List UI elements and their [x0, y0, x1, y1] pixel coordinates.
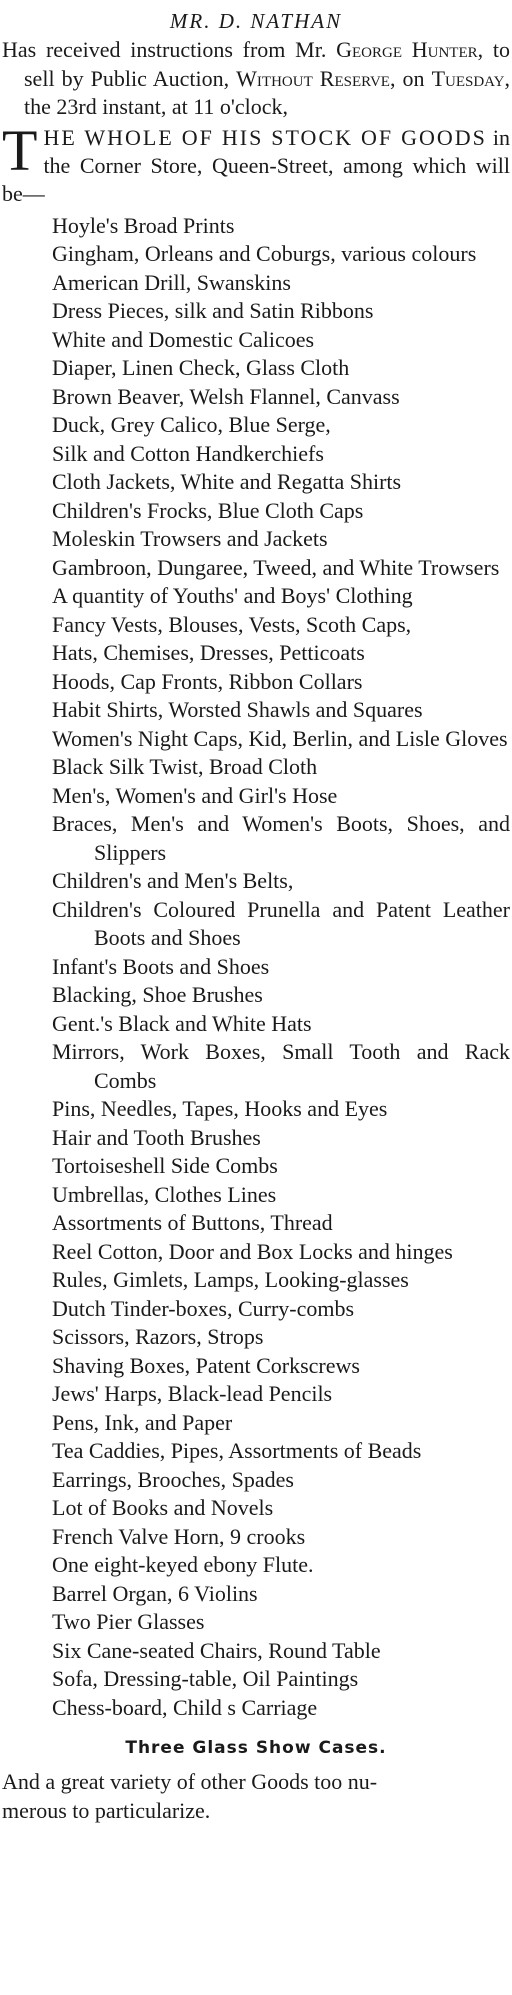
goods-list-item: Hoods, Cap Fronts, Ribbon Collars	[52, 668, 363, 694]
intro-text-1: Has received instructions from Mr.	[2, 37, 337, 62]
show-cases-line: Three Glass Show Cases.	[125, 1738, 387, 1758]
without-reserve: Without Reserve	[236, 65, 390, 91]
goods-list-item: Women's Night Caps, Kid, Berlin, and Lisle Gloves	[52, 725, 508, 751]
goods-list-item: Children's Coloured Prunella and Patent Leather Boots and Shoes	[52, 896, 510, 950]
goods-list-item: Tortoiseshell Side Combs	[52, 1153, 278, 1178]
goods-list-item: American Drill, Swanskins	[52, 269, 291, 295]
goods-list-item: Brown Beaver, Welsh Flannel, Canvass	[52, 383, 400, 409]
goods-list-item: Habit Shirts, Worsted Shawls and Squares	[52, 697, 423, 722]
goods-list-item: Reel Cotton, Door and Box Locks and hinges	[52, 1238, 453, 1264]
closing-paragraph	[2, 1768, 510, 1825]
intro-paragraph	[2, 36, 510, 122]
goods-list-item: Pens, Ink, and Paper	[52, 1409, 233, 1435]
goods-list-item: Chess-board, Child s Carriage	[52, 1694, 318, 1720]
goods-list-item: Diaper, Linen Check, Glass Cloth	[52, 355, 350, 380]
intro-text-4: , the 23rd instant, at 11 o'clock,	[24, 65, 510, 119]
goods-list	[2, 212, 510, 1723]
goods-list-item: Children's and Men's Belts,	[52, 868, 294, 893]
goods-list-item: Rules, Gimlets, Lamps, Looking-glasses	[52, 1267, 409, 1292]
headline-rest: in the Corner Store, Queen-Street, among which will be—	[2, 124, 510, 206]
sale-day: Tuesday	[431, 65, 505, 91]
goods-list-item: Cloth Jackets, White and Regatta Shirts	[52, 469, 402, 494]
goods-list-item: Assortments of Buttons, Thread	[52, 1210, 333, 1235]
intro-text-3: , on	[389, 65, 432, 91]
goods-list-item: Lot of Books and Novels	[52, 1495, 274, 1520]
goods-list-item: Pins, Needles, Tapes, Hooks and Eyes	[52, 1096, 388, 1121]
goods-list-item: French Valve Horn, 9 crooks	[52, 1523, 306, 1549]
goods-list-item: Umbrellas, Clothes Lines	[52, 1181, 277, 1207]
goods-list-item: Tea Caddies, Pipes, Assortments of Beads	[52, 1438, 422, 1463]
goods-list-item: One eight-keyed ebony Flute.	[52, 1552, 314, 1577]
goods-list-item: Gent.'s Black and White Hats	[52, 1010, 312, 1036]
goods-list-item: Silk and Cotton Handkerchiefs	[52, 440, 324, 466]
goods-list-item: Duck, Grey Calico, Blue Serge,	[52, 412, 331, 437]
closing-line-1: And a great variety of other Goods too nu-	[2, 1769, 378, 1794]
goods-list-item: Blacking, Shoe Brushes	[52, 982, 263, 1007]
goods-list-item: Sofa, Dressing-table, Oil Paintings	[52, 1666, 359, 1691]
drop-cap: T	[2, 117, 38, 183]
goods-list-item: Infant's Boots and Shoes	[52, 953, 270, 979]
goods-list-item: Dress Pieces, silk and Satin Ribbons	[52, 298, 374, 323]
goods-list-item: Fancy Vests, Blouses, Vests, Scoth Caps,	[52, 611, 412, 637]
goods-list-item: White and Domestic Calicoes	[52, 326, 315, 352]
stock-headline	[2, 117, 510, 208]
intro-text-2: , to sell by Public Auction,	[24, 37, 511, 91]
goods-list-item: Moleskin Trowsers and Jackets	[52, 526, 328, 551]
goods-list-item: Earrings, Brooches, Spades	[52, 1466, 294, 1492]
goods-list-item: Dutch Tinder-boxes, Curry-combs	[52, 1295, 355, 1321]
goods-list-item: Barrel Organ, 6 Violins	[52, 1580, 258, 1606]
seller-name: George Hunter	[336, 37, 478, 62]
goods-list-item: Jews' Harps, Black-lead Pencils	[52, 1381, 333, 1406]
goods-list-item: Men's, Women's and Girl's Hose	[52, 782, 338, 808]
goods-list-item: Gambroon, Dungaree, Tweed, and White Trowsers	[52, 554, 500, 580]
goods-list-item: Scissors, Razors, Strops	[52, 1324, 264, 1349]
goods-list-item: Hair and Tooth Brushes	[52, 1124, 261, 1150]
goods-list-item: Two Pier Glasses	[52, 1609, 205, 1634]
goods-list-item: Hoyle's Broad Prints	[52, 212, 235, 238]
goods-list-item: Mirrors, Work Boxes, Small Tooth and Rack Combs	[52, 1039, 510, 1093]
goods-list-item: Children's Frocks, Blue Cloth Caps	[52, 497, 364, 523]
goods-list-item: Black Silk Twist, Broad Cloth	[52, 754, 318, 779]
goods-list-item: Shaving Boxes, Patent Corkscrews	[52, 1352, 360, 1378]
goods-list-item: Hats, Chemises, Dresses, Petticoats	[52, 640, 365, 665]
closing-line-2: merous to particularize.	[2, 1797, 211, 1823]
headline-caps: HE WHOLE OF HIS STOCK OF GOODS	[43, 124, 487, 150]
goods-list-item: Gingham, Orleans and Coburgs, various colours	[52, 241, 477, 266]
goods-list-item: A quantity of Youths' and Boys' Clothing	[52, 583, 413, 608]
goods-list-item: Six Cane-seated Chairs, Round Table	[52, 1637, 381, 1663]
goods-list-item: Braces, Men's and Women's Boots, Shoes, and Slippers	[52, 811, 510, 865]
auctioneer-title: MR. D. NATHAN	[169, 9, 343, 33]
